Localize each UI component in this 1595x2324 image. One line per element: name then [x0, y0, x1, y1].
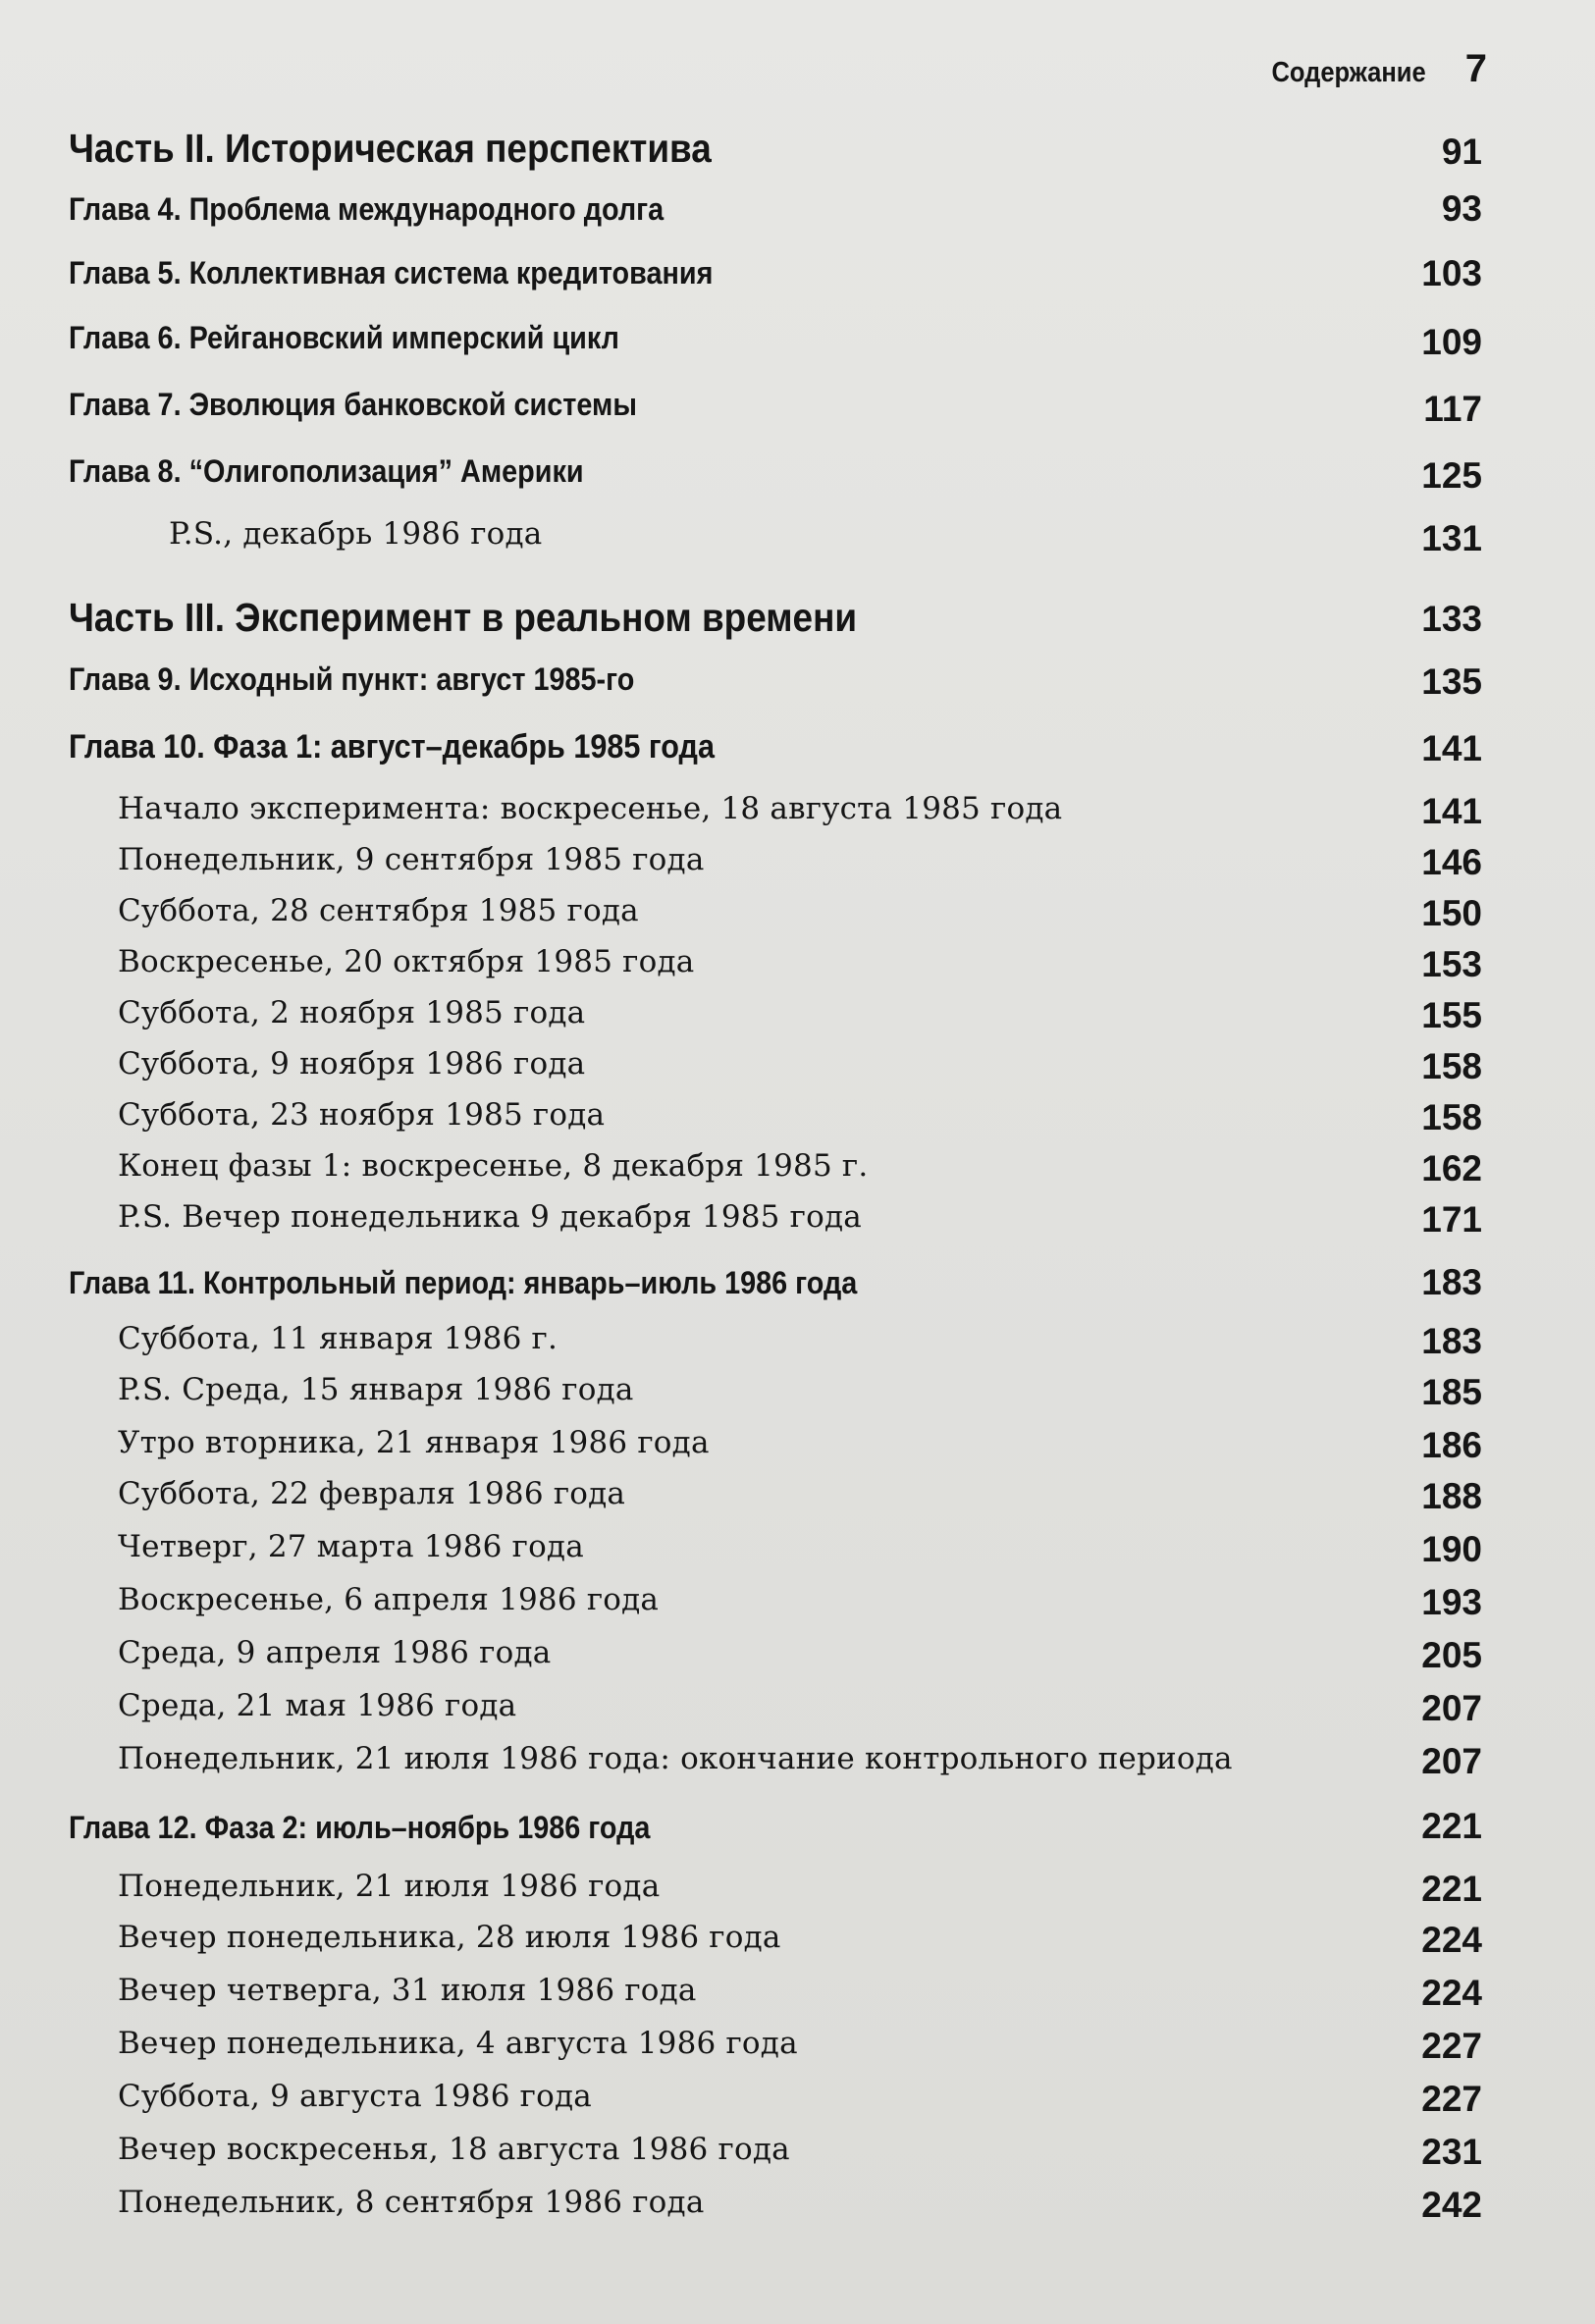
- toc-page-number: 103: [1421, 253, 1482, 293]
- toc-label: Суббота, 9 августа 1986 года: [118, 2079, 592, 2114]
- toc-page-number: 188: [1421, 1476, 1482, 1516]
- toc-page-number: 227: [1421, 2079, 1482, 2119]
- toc-label: Утро вторника, 21 января 1986 года: [118, 1425, 710, 1460]
- toc-page-number: 135: [1421, 661, 1482, 702]
- toc-label: Вечер понедельника, 4 августа 1986 года: [118, 2026, 798, 2061]
- toc-label: Воскресенье, 20 октября 1985 года: [118, 944, 695, 979]
- toc-label: Воскресенье, 6 апреля 1986 года: [118, 1582, 660, 1617]
- toc-page-number: 146: [1421, 842, 1482, 882]
- toc-section: [0, 1372, 1595, 1423]
- toc-page-number: 125: [1421, 455, 1482, 496]
- toc-page-number: 91: [1441, 132, 1482, 172]
- toc-section: [0, 1046, 1595, 1097]
- toc-section: [0, 2026, 1595, 2077]
- toc-page-number: 158: [1421, 1097, 1482, 1137]
- toc-section: [0, 1199, 1595, 1250]
- toc-section: [0, 842, 1595, 893]
- toc-page-number: 186: [1421, 1425, 1482, 1465]
- toc-page-number: 158: [1421, 1046, 1482, 1086]
- toc-chapter: [0, 387, 1595, 438]
- toc-label: Вечер воскресенья, 18 августа 1986 года: [118, 2132, 790, 2167]
- toc-section: [0, 2185, 1595, 2236]
- toc-page-number: 153: [1421, 944, 1482, 984]
- toc-label: Глава 6. Рейгановский имперский цикл: [69, 320, 619, 355]
- running-title: Содержание: [1271, 57, 1426, 88]
- toc-section: [0, 1635, 1595, 1686]
- toc-page-number: 207: [1421, 1688, 1482, 1728]
- toc-section: [0, 1425, 1595, 1476]
- toc-label: Конец фазы 1: воскресенье, 8 декабря 1985 г.: [118, 1148, 869, 1184]
- toc-label: P.S., декабрь 1986 года: [169, 516, 543, 552]
- toc-page-number: 221: [1421, 1806, 1482, 1846]
- toc-page-number: 221: [1421, 1869, 1482, 1909]
- toc-label: Глава 12. Фаза 2: июль–ноябрь 1986 года: [69, 1810, 651, 1845]
- toc-label: Суббота, 2 ноября 1985 года: [118, 995, 586, 1030]
- toc-section: [0, 1869, 1595, 1920]
- toc-section: [0, 791, 1595, 842]
- toc-label: Глава 10. Фаза 1: август–декабрь 1985 года: [69, 728, 715, 766]
- toc-page-number: 231: [1421, 2132, 1482, 2172]
- toc-label: Понедельник, 21 июля 1986 года: [118, 1869, 661, 1904]
- toc-page-number: 224: [1421, 1973, 1482, 2013]
- toc-page-number: 117: [1423, 389, 1482, 429]
- toc-page-number: 224: [1421, 1920, 1482, 1960]
- toc-page-number: 155: [1421, 995, 1482, 1035]
- toc-part: [0, 595, 1595, 646]
- toc-page-number: 171: [1421, 1199, 1482, 1240]
- toc-section: [0, 1582, 1595, 1633]
- toc-label: Глава 4. Проблема международного долга: [69, 191, 665, 227]
- toc-section: [0, 2079, 1595, 2130]
- toc-chapter: [0, 253, 1595, 304]
- toc-label: Вечер понедельника, 28 июля 1986 года: [118, 1920, 781, 1955]
- toc-label: Суббота, 23 ноября 1985 года: [118, 1097, 606, 1133]
- toc-label: Глава 7. Эволюция банковской системы: [69, 387, 637, 422]
- toc-page-number: 131: [1421, 518, 1482, 558]
- toc-section: [0, 1920, 1595, 1971]
- toc-page-number: 183: [1421, 1321, 1482, 1361]
- toc-page-number: 141: [1421, 728, 1482, 768]
- toc-section: [0, 2132, 1595, 2183]
- toc-label: Суббота, 22 февраля 1986 года: [118, 1476, 626, 1511]
- toc-label: Глава 8. “Олигополизация” Америки: [69, 453, 584, 489]
- toc-chapter: [0, 453, 1595, 504]
- toc-chapter: [0, 320, 1595, 371]
- toc-label: Четверг, 27 марта 1986 года: [118, 1529, 584, 1564]
- toc-section: [0, 1529, 1595, 1580]
- toc-section: [0, 1321, 1595, 1372]
- toc-section: [0, 944, 1595, 995]
- toc-page-number: 205: [1421, 1635, 1482, 1675]
- toc-page-number: 93: [1441, 188, 1482, 229]
- toc-section: [0, 1148, 1595, 1199]
- toc-label: Среда, 9 апреля 1986 года: [118, 1635, 552, 1670]
- toc-chapter: [0, 1262, 1595, 1313]
- toc-label: Суббота, 28 сентября 1985 года: [118, 893, 639, 928]
- toc-section: [0, 1476, 1595, 1527]
- toc-label: Глава 11. Контрольный период: январь–июль 1986 года: [69, 1265, 858, 1300]
- toc-section: [0, 516, 1595, 567]
- toc-label: Понедельник, 21 июля 1986 года: окончание контрольного периода: [118, 1741, 1233, 1776]
- page-number: 7: [1464, 47, 1487, 90]
- toc-label: Вечер четверга, 31 июля 1986 года: [118, 1973, 697, 2008]
- toc-section: [0, 995, 1595, 1046]
- toc-label: Среда, 21 мая 1986 года: [118, 1688, 517, 1723]
- toc-page-number: 183: [1421, 1262, 1482, 1302]
- toc-page-number: 227: [1421, 2026, 1482, 2066]
- toc-section: [0, 1973, 1595, 2024]
- toc-label: Глава 9. Исходный пункт: август 1985-го: [69, 661, 635, 697]
- toc-page-number: 193: [1421, 1582, 1482, 1622]
- toc-label: P.S. Вечер понедельника 9 декабря 1985 года: [118, 1199, 862, 1235]
- toc-label: Суббота, 11 января 1986 г.: [118, 1321, 558, 1356]
- toc-page-number: 150: [1421, 893, 1482, 933]
- toc-section: [0, 1097, 1595, 1148]
- toc-page-number: 185: [1421, 1372, 1482, 1412]
- toc-section: [0, 1741, 1595, 1792]
- toc-page-number: 242: [1421, 2185, 1482, 2225]
- toc-chapter: [0, 728, 1595, 779]
- toc-label: Понедельник, 8 сентября 1986 года: [118, 2185, 705, 2220]
- toc-chapter: [0, 1806, 1595, 1857]
- toc-label: Часть III. Эксперимент в реальном времени: [69, 595, 858, 640]
- toc-label: Суббота, 9 ноября 1986 года: [118, 1046, 586, 1082]
- toc-page-number: 207: [1421, 1741, 1482, 1781]
- toc-label: Начало эксперимента: воскресенье, 18 августа 1985 года: [118, 791, 1063, 826]
- running-head: [1250, 47, 1487, 91]
- toc-page-number: 190: [1421, 1529, 1482, 1569]
- toc-page-number: 133: [1421, 599, 1482, 639]
- toc-label: Понедельник, 9 сентября 1985 года: [118, 842, 705, 877]
- toc-label: Глава 5. Коллективная система кредитования: [69, 255, 714, 290]
- toc-section: [0, 893, 1595, 944]
- toc-label: Часть II. Историческая перспектива: [69, 126, 712, 171]
- toc-page-number: 141: [1421, 791, 1482, 831]
- toc-section: [0, 1688, 1595, 1739]
- toc-chapter: [0, 188, 1595, 239]
- toc-page-number: 162: [1421, 1148, 1482, 1188]
- toc-part: [0, 126, 1595, 177]
- toc-page-number: 109: [1421, 322, 1482, 362]
- toc-chapter: [0, 661, 1595, 713]
- toc-label: P.S. Среда, 15 января 1986 года: [118, 1372, 634, 1407]
